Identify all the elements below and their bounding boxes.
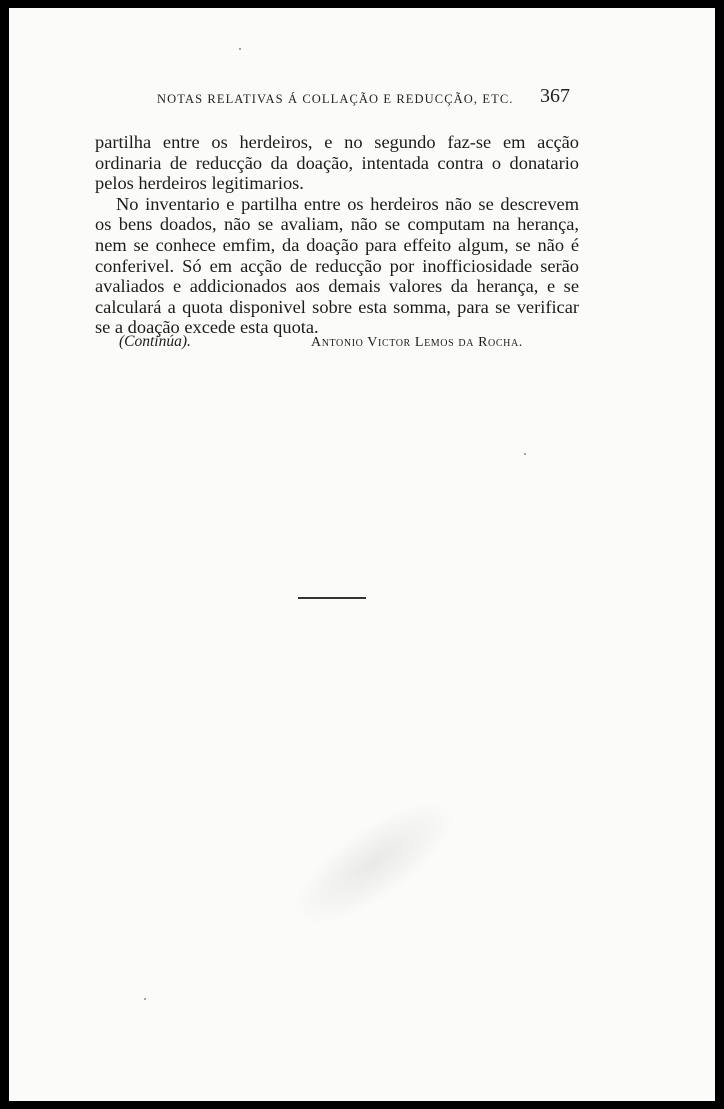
paragraph-2: No inventario e partilha entre os herdeiros não se descrevem os bens doados, não se avaliam, não se computam na herança, nem se conhece emfim, da doação para effeito algum, se não é conferivel. Só em acção de reducção por inofficiosidade serão avaliados e addicionados aos demais valores da herança, e se calculará a quota disponivel sobre esta somma, para se verificar se a doação excede esta quota.: [95, 193, 579, 338]
running-head: NOTAS RELATIVAS Á COLLAÇÃO E REDUCÇÃO, ETC.: [157, 92, 514, 106]
page-number: 367: [540, 85, 570, 107]
author-signature: Antonio Victor Lemos da Rocha.: [311, 335, 523, 350]
paper-speck: [524, 453, 526, 455]
book-page: [9, 8, 715, 1101]
page-content: [9, 8, 715, 1101]
paper-stain: [276, 780, 472, 946]
paper-speck: [144, 998, 146, 1000]
body-text: [95, 132, 579, 338]
continuation-note: (Continúa).: [119, 333, 191, 350]
paragraph-1: partilha entre os herdeiros, e no segundo faz-se em acção ordinaria de reducção da doação, intentada contra o donatario pelos herdeiros legitimarios.: [95, 132, 579, 194]
paper-speck: [239, 48, 241, 50]
section-divider: [298, 597, 366, 599]
